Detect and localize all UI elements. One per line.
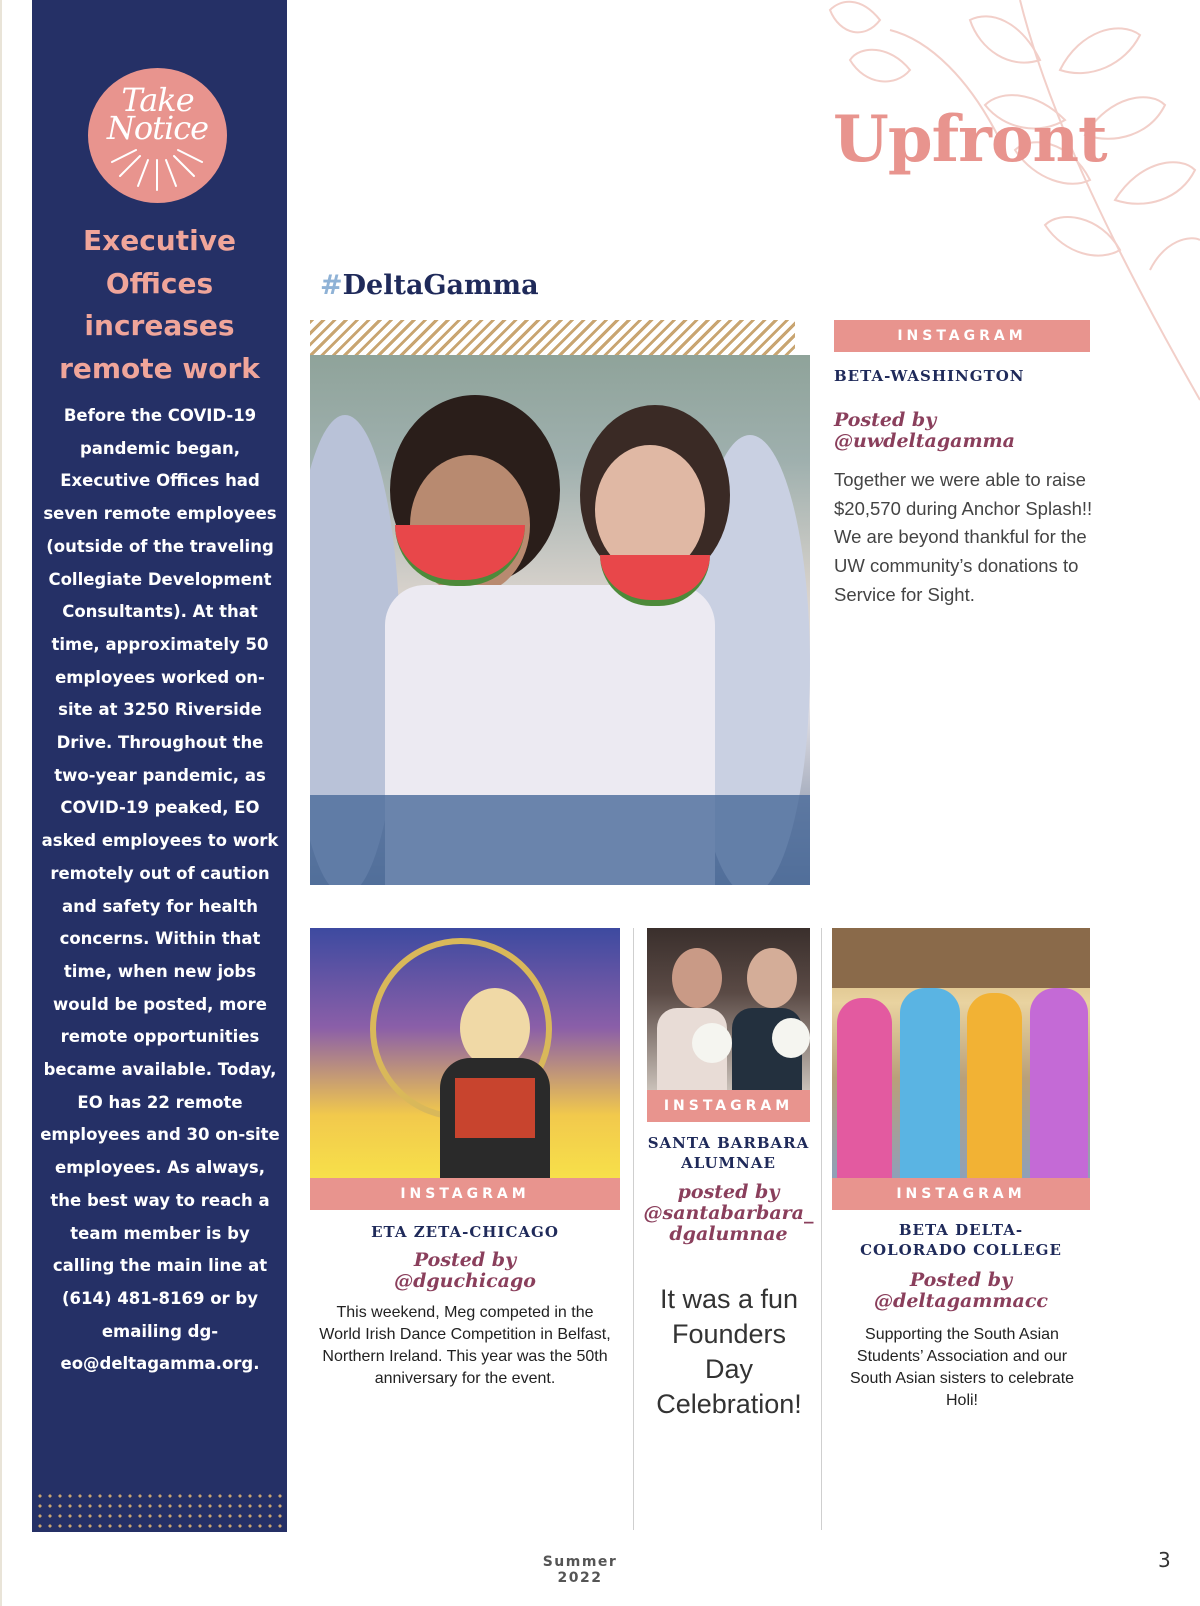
post-caption: Together we were able to raise $20,570 during Anchor Splash!! We are beyond thankful for the UW community’s donations to Service for Sight. (834, 469, 1093, 605)
badge-line-2: Notice (106, 109, 209, 147)
take-notice-badge (88, 68, 227, 203)
dot-pattern (32, 1488, 287, 1532)
instagram-handle: @deltagammacc (874, 1290, 1048, 1312)
posted-by (832, 1270, 1090, 1312)
posted-by-line-1: posted by (677, 1181, 780, 1203)
leaf-branch-icon (820, 0, 1200, 420)
instagram-label: INSTAGRAM (310, 1178, 620, 1210)
posted-by (310, 1250, 620, 1292)
chapter-line-1: BETA DELTA- (898, 1221, 1024, 1239)
watermelon-photo (310, 355, 810, 885)
chapter-line-1: SANTA BARBARA (647, 1134, 810, 1152)
sunburst-icon (88, 68, 227, 203)
chapter-name: ETA ZETA-CHICAGO (371, 1223, 559, 1241)
sidebar-title: Executive Offices increases remote work (59, 224, 260, 385)
badge-line-1: Take (121, 81, 194, 119)
instagram-handle: @santabarbara_ (643, 1202, 814, 1224)
chapter-name (640, 1133, 817, 1173)
chapter-name (832, 1220, 1090, 1260)
page-edge (0, 0, 2, 1606)
holi-celebration-photo (832, 928, 1090, 1178)
chapter-line-2: ALUMNAE (681, 1154, 776, 1172)
instagram-label: INSTAGRAM (834, 320, 1090, 352)
post-caption: This weekend, Meg competed in the World Irish Dance Competition in Belfast, Northern Ireland. This year was the 50th anniversary for the event. (319, 1304, 611, 1387)
posted-by-line-1: Posted by (834, 409, 937, 431)
hashtag-heading (320, 268, 539, 304)
instagram-handle: @uwdeltagamma (834, 430, 1015, 452)
posted-by-line-1: Posted by (909, 1269, 1013, 1291)
instagram-label: INSTAGRAM (647, 1090, 810, 1122)
page-number: 3 (1158, 1548, 1171, 1572)
instagram-handle: @dguchicago (394, 1270, 536, 1292)
sidebar-body: Before the COVID-19 pandemic began, Executive Offices had seven remote employees (outside of the traveling Collegiate Development Consultants). At that time, approximately 50 employees worked on-site at 3250 Riverside Drive. Throughout the two-year pandemic, as COVID-19 peaked, EO asked employees to work remotely out of caution and safety for health concerns. Within that time, when new jobs would be posted, more remote opportunities became available. Today, EO has 22 remote employees and 30 on-site employees. As always, the best way to reach a team member is by calling the main line at (614) 481-8169 or by emailing dg-eo@deltagamma.org. (40, 406, 280, 1374)
chapter-line-2: COLORADO COLLEGE (860, 1241, 1062, 1259)
posted-by-line-1: Posted by (413, 1249, 517, 1271)
issue-label: Summer 2022 (542, 1554, 618, 1586)
irish-dance-photo (310, 928, 620, 1178)
instagram-handle-cont: dgalumnae (669, 1223, 788, 1245)
instagram-label: INSTAGRAM (832, 1178, 1090, 1210)
post-caption: It was a fun Founders Day Celebration! (656, 1284, 802, 1419)
posted-by (834, 410, 1094, 452)
column-divider (821, 928, 822, 1530)
posted-by (638, 1182, 819, 1245)
hashtag-text: DeltaGamma (342, 270, 539, 301)
section-title: Upfront (833, 102, 1107, 177)
column-divider (633, 928, 634, 1530)
chapter-name: BETA-WASHINGTON (834, 367, 1025, 385)
founders-day-photo (647, 928, 810, 1090)
hash-symbol: # (320, 270, 343, 301)
post-caption: Supporting the South Asian Students’ Association and our South Asian sisters to celebrate Holi! (849, 1326, 1075, 1409)
